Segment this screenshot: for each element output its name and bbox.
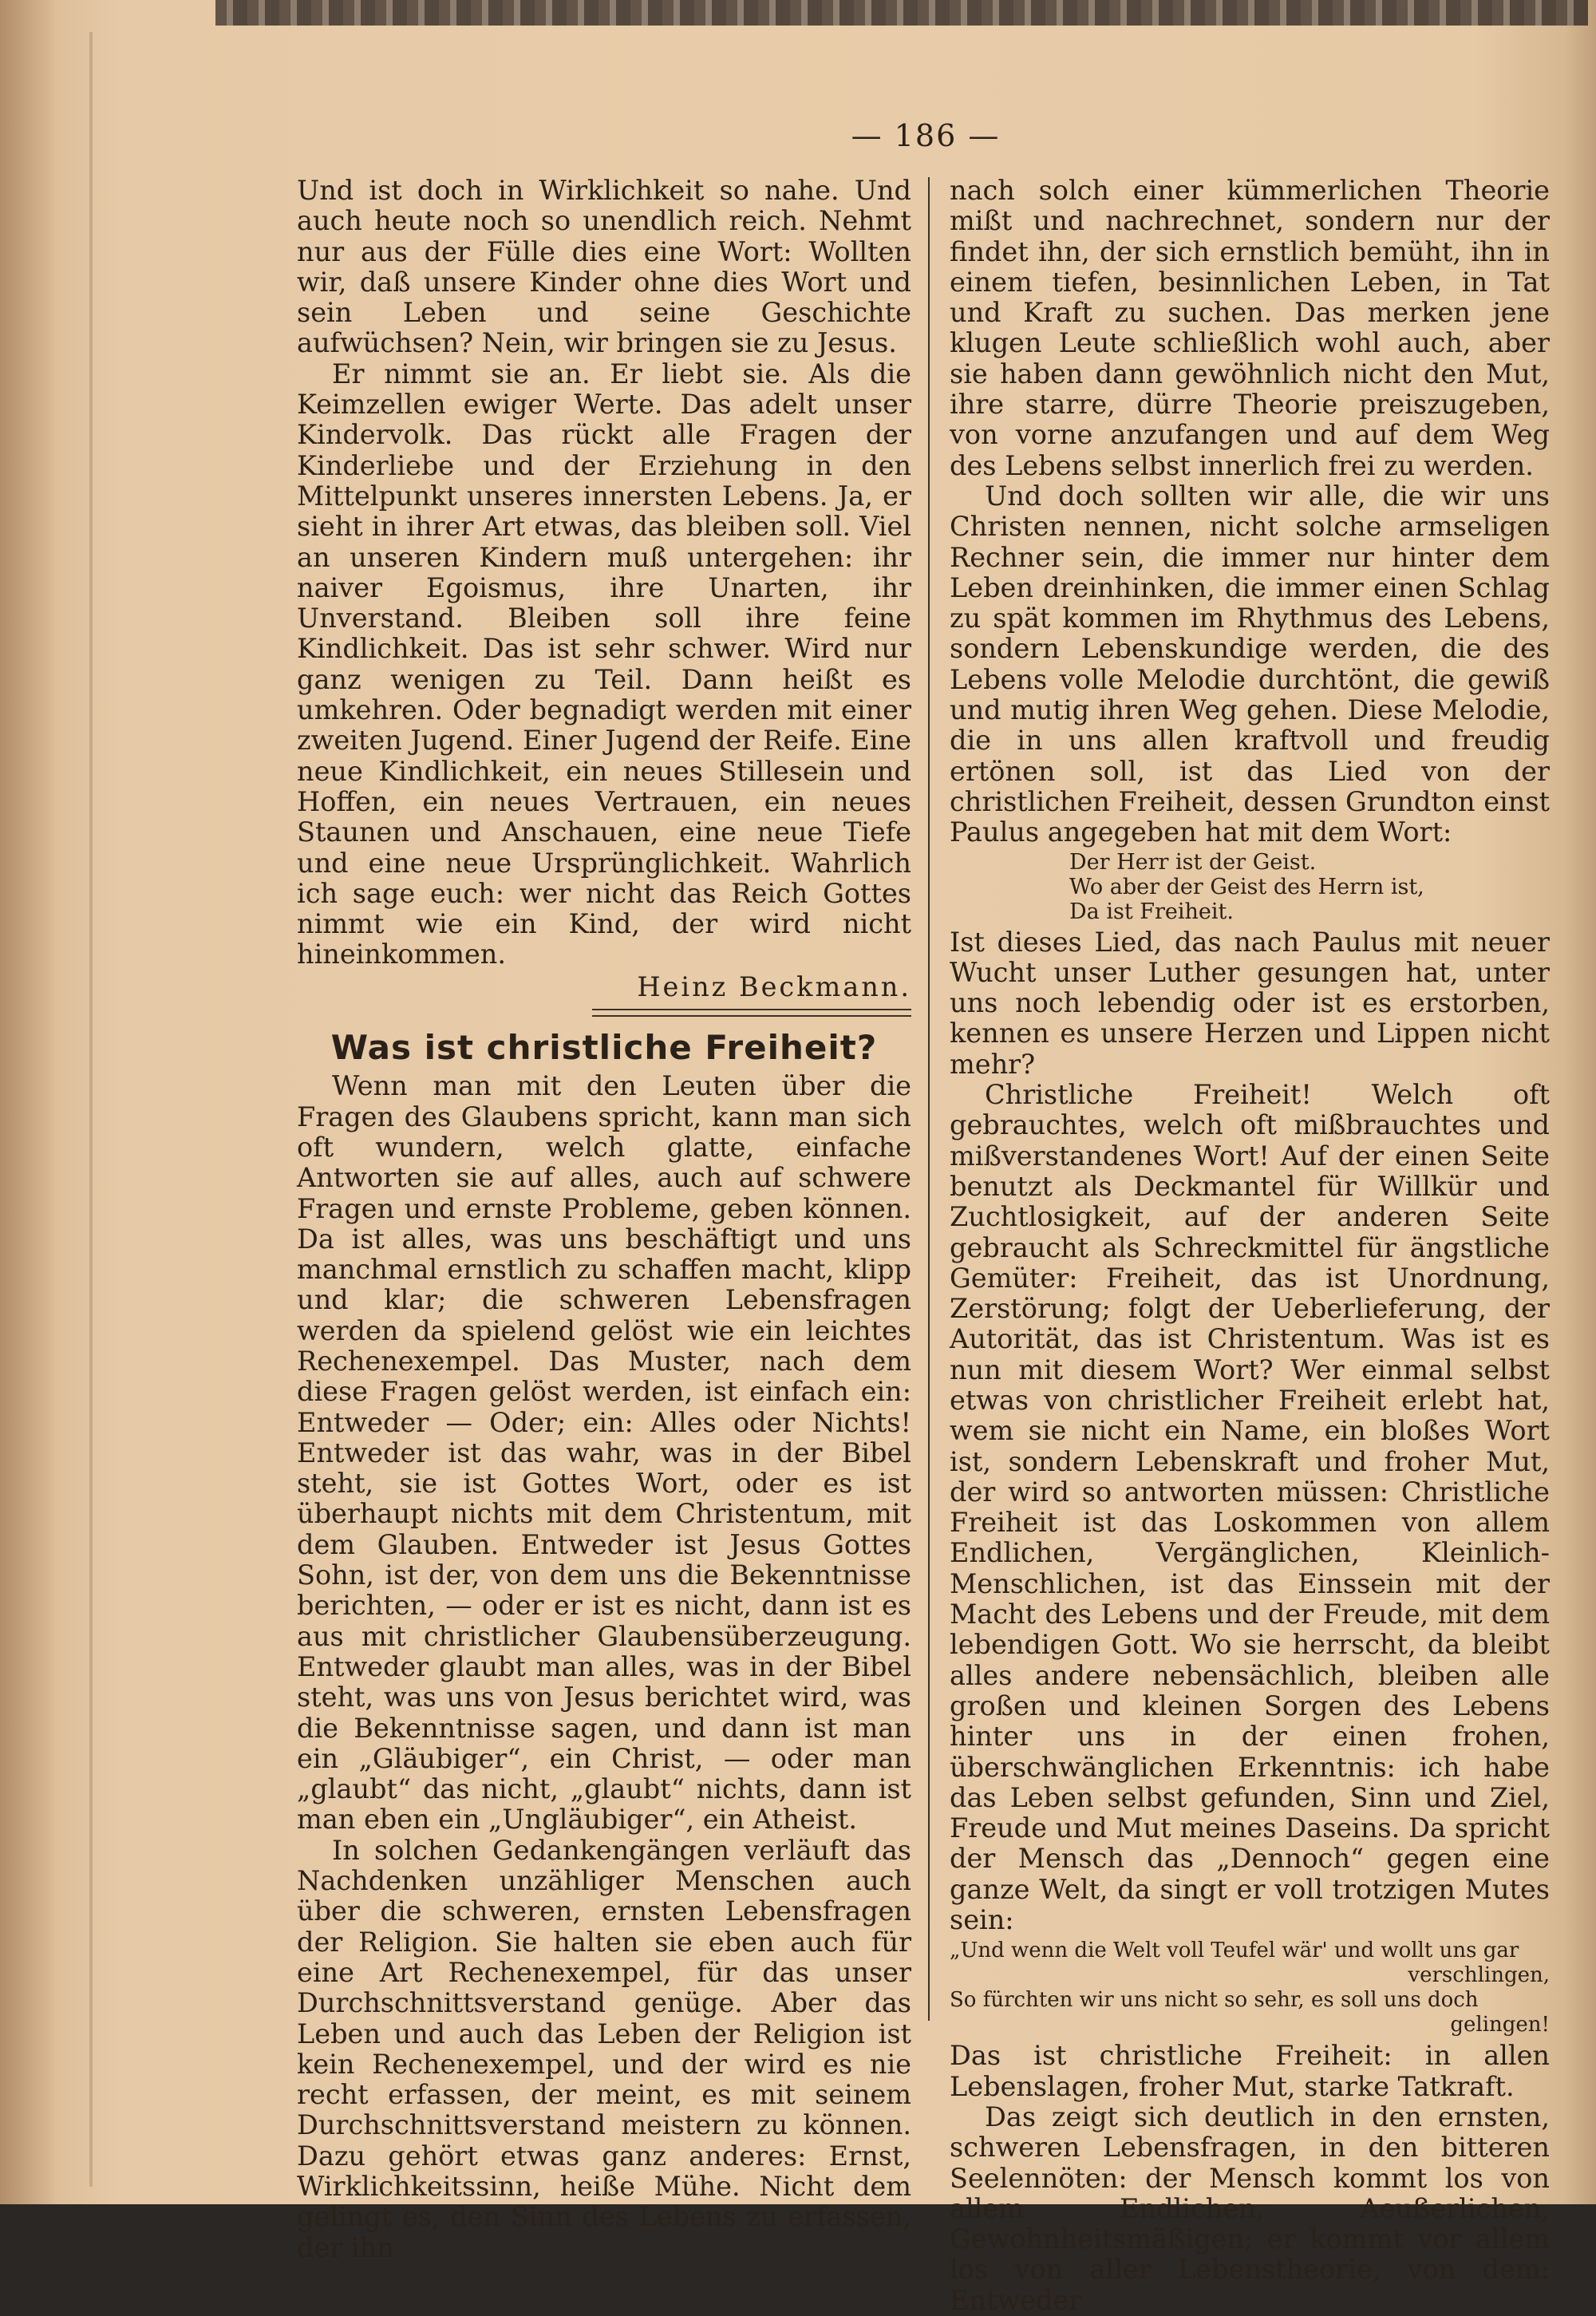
paragraph: Das ist christliche Freiheit: in allen Lebenslagen, froher Mut, starke Tatkraft.: [950, 2040, 1550, 2102]
left-column: [297, 176, 911, 2263]
paragraph: Und doch sollten wir alle, die wir uns Christen nennen, nicht solche armseligen Rechner sein, die immer nur hinter dem Leben dreinhinken, die immer einen Schlag zu spät kommen im Rhythmus des Lebens, sondern Lebenskundige werden, die des Lebens volle Melodie durchtönt, die gewiß und mutig ihren Weg gehen. Diese Melodie, die in uns allen kraftvoll und freudig ertönen soll, ist das Lied von der christlichen Freiheit, dessen Grundton einst Paulus angegeben hat mit dem Wort:: [950, 480, 1550, 848]
hymn-quote: [950, 1939, 1550, 2037]
quote-line: Da ist Freiheit.: [1069, 899, 1234, 924]
bible-quote: [950, 850, 1550, 924]
article-heading: Was ist christliche Freiheit?: [330, 1028, 878, 1068]
column-divider: [928, 177, 930, 2021]
hymn-line-continuation: gelingen!: [1450, 2013, 1550, 2037]
page-number: — 186 —: [851, 118, 1001, 153]
paragraph: Er nimmt sie an. Er liebt sie. Als die Keimzellen ewiger Werte. Das adelt unser Kindervolk. Das rückt alle Fragen der Kinderliebe und der Erziehung in den Mittelpunkt unseres innersten Lebens. Ja, er sieht in ihrer Art etwas, das bleiben soll. Viel an unseren Kindern muß untergehen: ihr naiver Egoismus, ihre Unarten, ihr Unverstand. Bleiben soll ihre feine Kindlichkeit. Das ist sehr schwer. Wird nur ganz wenigen zu Teil. Dann heißt es umkehren. Oder begnadigt werden mit einer zweiten Jugend. Einer Jugend der Reife. Eine neue Kindlichkeit, ein neues Stillesein und Hoffen, ein neues Vertrauen, ein neues Staunen und Anschauen, eine neue Tiefe und eine neue Ursprünglichkeit. Wahrlich ich sage euch: wer nicht das Reich Gottes nimmt wie ein Kind, der wird nicht hineinkommen.: [297, 358, 911, 970]
page-binding-shadow: [0, 0, 56, 2204]
binding-fold-line: [89, 32, 93, 2187]
right-column: [950, 176, 1550, 2316]
section-divider: [592, 1009, 911, 1017]
paragraph: Ist dieses Lied, das nach Paulus mit neuer Wucht unser Luther gesungen hat, unter uns noch lebendig oder ist es erstorben, kennen es unsere Herzen und Lippen nicht mehr?: [950, 926, 1550, 1080]
paragraph: Christliche Freiheit! Welch oft gebrauchtes, welch oft mißbrauchtes und mißverstandenes Wort! Auf der einen Seite benutzt als Deckmantel für Willkür und Zuchtlosigkeit, auf der anderen Seite gebraucht als Schreckmittel für ängstliche Gemüter: Freiheit, das ist Unordnung, Zerstörung; folgt der Ueberlieferung, der Autorität, das ist Christentum. Was ist es nun mit diesem Wort? Wer einmal selbst etwas von christlicher Freiheit erlebt hat, wem sie nicht ein Name, ein bloßes Wort ist, sondern Lebenskraft und froher Mut, der wird so antworten müssen: Christliche Freiheit ist das Loskommen von allem Endlichen, Vergänglichen, Kleinlich-Menschlichen, ist das Einssein mit der Macht des Lebens und der Freude, mit dem lebendigen Gott. Wo sie herrscht, da bleibt alles andere nebensächlich, bleiben alle großen und kleinen Sorgen des Lebens hinter uns in der einen frohen, überschwänglichen Erkenntnis: ich habe das Leben selbst gefunden, Sinn und Ziel, Freude und Mut meines Daseins. Da spricht der Mensch das „Dennoch“ gegen eine ganze Welt, da singt er voll trotzigen Mutes sein:: [950, 1079, 1550, 1936]
author-signature: Heinz Beckmann.: [637, 970, 911, 1002]
quote-line: Wo aber der Geist des Herrn ist,: [1069, 874, 1424, 899]
paragraph: Wenn man mit den Leuten über die Fragen des Glaubens spricht, kann man sich oft wundern, welch glatte, einfache Antworten sie auf alles, auch auf schwere Fragen und ernste Probleme, geben können. Da ist alles, was uns beschäftigt und uns manchmal ernstlich zu schaffen macht, klipp und klar; die schweren Lebensfragen werden da spielend gelöst wie ein leichtes Rechenexempel. Das Muster, nach dem diese Fragen gelöst werden, ist einfach ein: Entweder — Oder; ein: Alles oder Nichts! Entweder ist das wahr, was in der Bibel steht, sie ist Gottes Wort, oder es ist überhaupt nichts mit dem Christentum, mit dem Glauben. Entweder ist Jesus Gottes Sohn, ist der, von dem uns die Bekenntnisse berichten, — oder er ist es nicht, dann ist es aus mit christlicher Glaubensüberzeugung. Entweder glaubt man alles, was in der Bibel steht, was uns von Jesus berichtet wird, was die Bekenntnisse sagen, und dann ist man ein „Gläubiger“, ein Christ, — oder man „glaubt“ das nicht, „glaubt“ nichts, dann ist man eben ein „Ungläubiger“, ein Atheist.: [297, 1070, 911, 1836]
hymn-line: So fürchten wir uns nicht so sehr, es soll uns doch: [950, 1988, 1479, 2013]
page-top-edge: [215, 0, 1588, 26]
paragraph: nach solch einer kümmerlichen Theorie mißt und nachrechnet, sondern nur der findet ihn, der sich ernstlich bemüht, ihn in einem tiefen, besinnlichen Leben, in Tat und Kraft zu suchen. Das merken jene klugen Leute schließlich wohl auch, aber sie haben dann gewöhnlich nicht den Mut, ihre starre, dürre Theorie preiszugeben, von vorne anzufangen und auf dem Weg des Lebens selbst innerlich frei zu werden.: [950, 175, 1550, 481]
hymn-line-continuation: verschlingen,: [1408, 1963, 1550, 1988]
paragraph: In solchen Gedankengängen verläuft das Nachdenken unzähliger Menschen auch über die schweren, ernsten Lebensfragen der Religion. Sie halten sie eben auch für eine Art Rechenexempel, für das unser Durchschnittsverstand genüge. Aber das Leben und auch das Leben der Religion ist kein Rechenexempel, und der wird es nie recht erfassen, der meint, es mit seinem Durchschnittsverstand meistern zu können. Dazu gehört etwas ganz anderes: Ernst, Wirklichkeitssinn, heiße Mühe. Nicht dem gelingt es, den Sinn des Lebens zu erfassen, der ihn: [297, 1834, 911, 2263]
quote-line: Der Herr ist der Geist.: [1069, 849, 1317, 875]
hymn-line: „Und wenn die Welt voll Teufel wär' und wollt uns gar: [950, 1939, 1519, 1963]
paragraph: Das zeigt sich deutlich in den ernsten, schweren Lebensfragen, in den bitteren Seelennöten: der Mensch kommt los von allem Endlichen, Aeußerlichen, Gewohnheitsmäßigen; er kommt vor allem los von aller Lebenstheorie, von dem: Entweder: [950, 2101, 1550, 2316]
paragraph: Und ist doch in Wirklichkeit so nahe. Und auch heute noch so unendlich reich. Nehmt nur aus der Fülle dies eine Wort: Wollten wir, daß unsere Kinder ohne dies Wort und sein Leben und seine Geschichte aufwüchsen? Nein, wir bringen sie zu Jesus.: [297, 175, 911, 359]
